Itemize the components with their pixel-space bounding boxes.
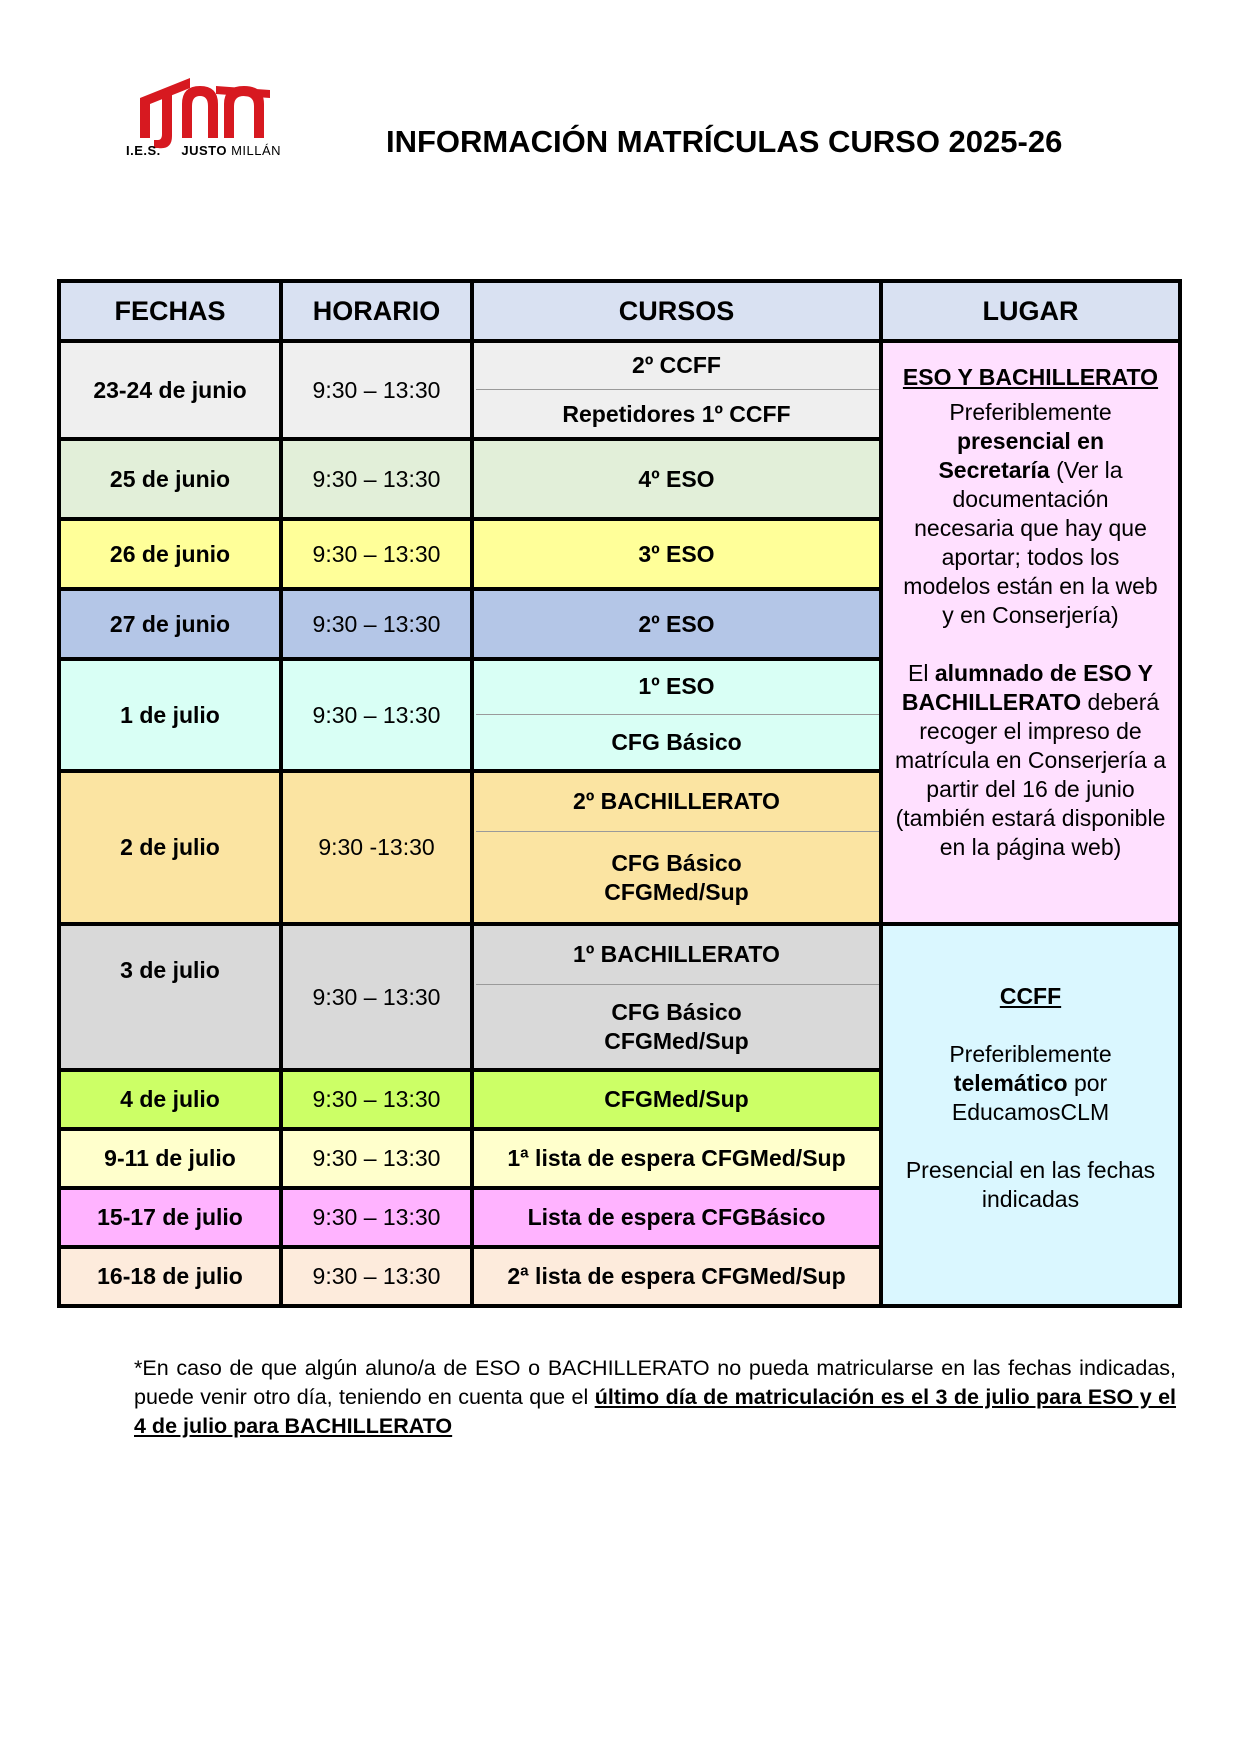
row-curso: 1º ESO <box>472 659 881 714</box>
sub-divider <box>476 389 881 390</box>
table-border <box>57 279 1182 283</box>
row-horario: 9:30 – 13:30 <box>281 659 472 771</box>
q1-c: por EducamosCLM <box>951 1070 1110 1125</box>
table-border <box>57 517 881 521</box>
sub-divider <box>476 984 881 985</box>
p1-a: Preferiblemente <box>949 399 1112 425</box>
curso-line: CFGMed/Sup <box>604 878 749 905</box>
table-border <box>57 279 61 1308</box>
row-fecha: 25 de junio <box>59 439 281 519</box>
row-curso: 3º ESO <box>472 519 881 589</box>
logo-text: I.E.S. JUSTO MILLÁN <box>126 143 282 158</box>
table-border <box>879 279 883 1308</box>
p2-a: El <box>908 660 929 686</box>
lugar-ccff-p1 <box>889 1040 1172 1127</box>
row-curso: 2º BACHILLERATO <box>472 771 881 831</box>
sub-divider <box>476 714 881 715</box>
row-fecha: 4 de julio <box>59 1070 281 1129</box>
curso-line: CFG Básico <box>611 849 742 876</box>
lugar-ccff <box>881 924 1180 1306</box>
p2-b: alumnado de ESO Y BACHILLERATO <box>901 660 1153 715</box>
row-curso <box>472 389 881 439</box>
q1-b: telemático <box>953 1070 1068 1096</box>
row-curso: 2ª lista de espera CFGMed/Sup <box>472 1247 881 1306</box>
table-border <box>57 339 1182 343</box>
row-curso: 2º ESO <box>472 589 881 659</box>
lugar-eso-title <box>903 363 1158 392</box>
q2-text: Presencial en las fechas indicadas <box>905 1157 1156 1212</box>
row-curso <box>472 714 881 771</box>
table-border <box>57 1127 881 1131</box>
row-horario: 9:30 – 13:30 <box>281 439 472 519</box>
table-border <box>1178 279 1182 1308</box>
row-curso: 4º ESO <box>472 439 881 519</box>
row-curso: CFGMed/Sup <box>472 1070 881 1129</box>
sub-divider <box>476 831 881 832</box>
header-cell: CURSOS <box>472 281 881 341</box>
row-fecha: 15-17 de julio <box>59 1188 281 1247</box>
row-horario: 9:30 – 13:30 <box>281 1070 472 1129</box>
lugar-eso-bachillerato <box>881 341 1180 924</box>
row-horario: 9:30 – 13:30 <box>281 924 472 1070</box>
table-border <box>57 437 881 441</box>
lugar-ccff-p2 <box>889 1156 1172 1214</box>
header-cell: FECHAS <box>59 281 281 341</box>
table-border <box>57 769 881 773</box>
table-border <box>57 922 1182 926</box>
curso-line: CFG Básico <box>611 999 742 1025</box>
row-horario: 9:30 -13:30 <box>281 771 472 924</box>
footnote <box>134 1354 1176 1441</box>
row-horario: 9:30 – 13:30 <box>281 1188 472 1247</box>
row-curso <box>472 984 881 1070</box>
row-fecha: 1 de julio <box>59 659 281 771</box>
lugar-eso-p2 <box>889 659 1172 862</box>
table-border <box>57 1068 881 1072</box>
lugar-eso-p1 <box>889 398 1172 630</box>
table-border <box>57 1304 1182 1308</box>
row-fecha: 16-18 de julio <box>59 1247 281 1306</box>
row-curso: 2º CCFF <box>472 341 881 389</box>
row-fecha: 27 de junio <box>59 589 281 659</box>
header-cell: LUGAR <box>881 281 1180 341</box>
table-border <box>57 1186 881 1190</box>
row-horario: 9:30 – 13:30 <box>281 1129 472 1188</box>
page-title: INFORMACIÓN MATRÍCULAS CURSO 2025-26 <box>386 124 1063 159</box>
lugar-eso-title-text: ESO Y BACHILLERATO <box>902 364 1159 390</box>
footnote-emphasis: último día de matriculación es el 3 de julio para ESO y el 4 de julio para BACHILLERATO <box>134 1385 1177 1438</box>
table-border <box>470 279 474 1308</box>
enrollment-table <box>59 281 1180 1306</box>
row-curso <box>472 831 881 924</box>
table-border <box>57 657 881 661</box>
q1-a: Preferiblemente <box>949 1041 1112 1067</box>
row-fecha: 23-24 de junio <box>59 341 281 439</box>
header-cell: HORARIO <box>281 281 472 341</box>
curso-line: Repetidores 1º CCFF <box>562 400 791 427</box>
table-border <box>57 1245 881 1249</box>
p1-c: (Ver la documentación necesaria que hay que aportar; todos los modelos están en la web y en Conserjería) <box>903 457 1158 628</box>
curso-line: CFGMed/Sup <box>604 1028 749 1054</box>
footnote-text: *En caso de que algún aluno/a de ESO o BACHILLERATO no pueda matricularse en las fechas indicadas, puede venir otro día, teniendo en cuenta que el <box>134 1356 1176 1409</box>
row-horario: 9:30 – 13:30 <box>281 519 472 589</box>
row-curso: 1º BACHILLERATO <box>472 924 881 984</box>
ccff-title-text: CCFF <box>999 983 1062 1009</box>
table-border <box>279 279 283 1308</box>
row-horario: 9:30 – 13:30 <box>281 589 472 659</box>
p1-b: presencial en Secretaría <box>938 428 1105 483</box>
row-fecha: 3 de julio <box>59 924 281 1070</box>
curso-line: CFG Básico <box>611 729 742 755</box>
row-horario: 9:30 – 13:30 <box>281 1247 472 1306</box>
row-fecha: 2 de julio <box>59 771 281 924</box>
row-curso: 1ª lista de espera CFGMed/Sup <box>472 1129 881 1188</box>
lugar-ccff-title <box>1000 982 1061 1011</box>
p2-c: deberá recoger el impreso de matrícula en Conserjería a partir del 16 de junio (también estará disponible en la página web) <box>894 689 1166 860</box>
row-horario: 9:30 – 13:30 <box>281 341 472 439</box>
row-fecha: 9-11 de julio <box>59 1129 281 1188</box>
row-fecha: 26 de junio <box>59 519 281 589</box>
row-curso: Lista de espera CFGBásico <box>472 1188 881 1247</box>
table-border <box>57 587 881 591</box>
